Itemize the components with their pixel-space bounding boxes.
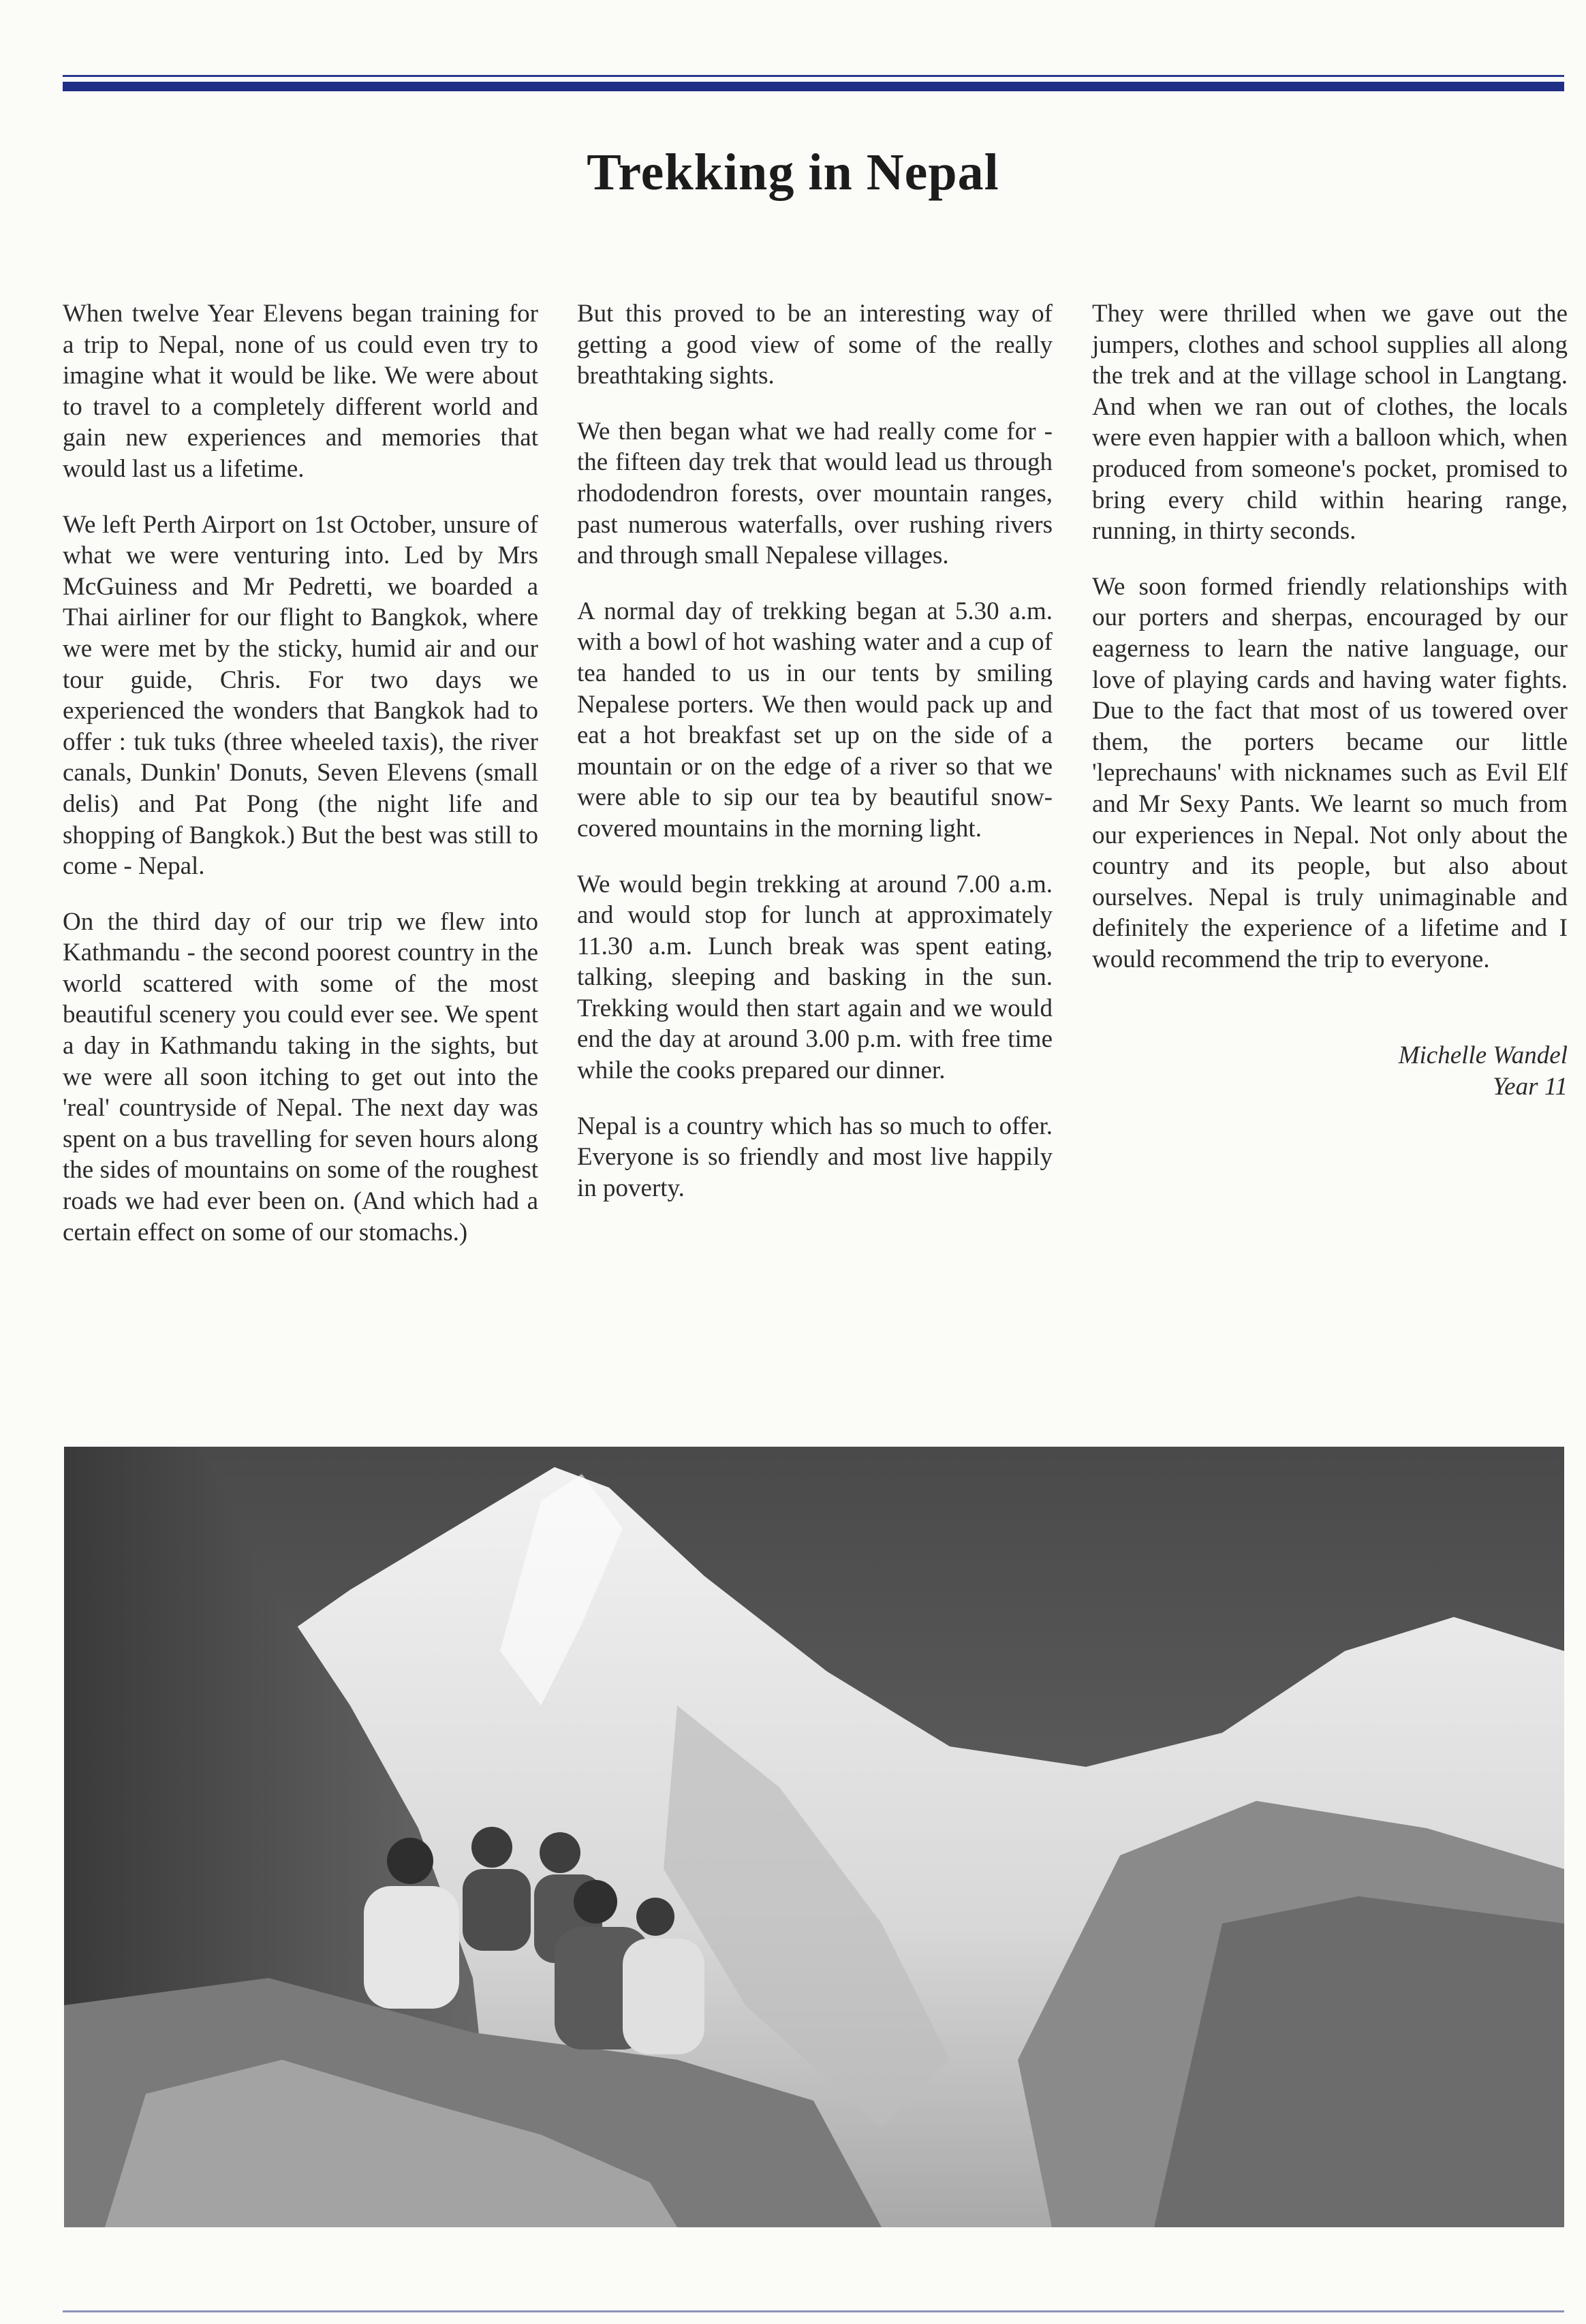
- paragraph: On the third day of our trip we flew into Kathmandu - the second poorest country in the world scattered with some of the most beautiful scenery you could ever see. We spent a day in Kathmandu taking in the sights, but we were all soon itching to get out into the 'real' countryside of Nepal. The next day was spent on a bus travelling for seven hours along the sides of mountains on some of the roughest roads we had ever been on. (And which had a certain effect on some of our stomachs.): [63, 907, 538, 1246]
- paragraph: We left Perth Airport on 1st October, unsure of what we were venturing into. Led by Mrs McGuiness and Mr Pedretti, we boarded a Thai airliner for our flight to Bangkok, where we were met by the sticky, humid air and our tour guide, Chris. For two days we experienced the wonders that Bangkok had to offer : tuk tuks (three wheeled taxis), the river canals, Dunkin' Donuts, Seven Elevens (small delis) and Pat Pong (the night life and shopping of Bangkok.) But the best was still to come - Nepal.: [63, 510, 538, 881]
- article-column-3: [1092, 298, 1568, 1103]
- author-signature: [1092, 1040, 1568, 1102]
- article-column-1: [63, 298, 538, 1272]
- footer-rule: [63, 2310, 1564, 2312]
- author-name: Michelle Wandel: [1398, 1041, 1568, 1070]
- paragraph: They were thrilled when we gave out the jumpers, clothes and school supplies all along the trek and at the village school in Langtang. And when we ran out of clothes, the locals were even happier with a balloon which, when produced from someone's pocket, promised to bring every child within hearing range, running, in thirty seconds.: [1092, 300, 1568, 546]
- header-rule-thin: [63, 75, 1564, 77]
- header-rule-thick: [63, 82, 1564, 91]
- mountain-group-photo: [64, 1447, 1564, 2227]
- paragraph: We then began what we had really come for - the fifteen day trek that would lead us through rhododendron forests, over mountain ranges, past numerous waterfalls, over rushing rivers and through small Nepalese villages.: [577, 417, 1053, 570]
- paragraph: But this proved to be an interesting way of getting a good view of some of the really breathtaking sights.: [577, 300, 1053, 390]
- author-year: Year 11: [1492, 1073, 1568, 1101]
- paragraph: We soon formed friendly relationships with our porters and sherpas, encouraged by our eagerness to learn the native language, our love of playing cards and having water fights. Due to the fact that most of us towered over them, the porters became our little 'leprechauns' with nicknames such as Evil Elf and Mr Sexy Pants. We learnt so much from our experiences in Nepal. Not only about the country and its people, but also about ourselves. Nepal is truly unimaginable and definitely the experience of a lifetime and I would recommend the trip to everyone.: [1092, 572, 1568, 973]
- photo-illustration: [64, 1447, 1564, 2227]
- paragraph: When twelve Year Elevens began training for a trip to Nepal, none of us could even try to imagine what it would be like. We were about to travel to a completely different world and gain new experiences and memories that would last us a lifetime.: [63, 300, 538, 483]
- paragraph: A normal day of trekking began at 5.30 a.m. with a bowl of hot washing water and a cup of tea handed to us in our tents by smiling Nepalese porters. We then would pack up and eat a hot breakfast set up on the side of a mountain or on the edge of a river so that we were able to sip our tea by beautiful snow-covered mountains in the morning light.: [577, 597, 1053, 843]
- paragraph: Nepal is a country which has so much to offer. Everyone is so friendly and most live happily in poverty.: [577, 1112, 1053, 1202]
- paragraph: We would begin trekking at around 7.00 a.m. and would stop for lunch at approximately 11.30 a.m. Lunch break was spent eating, talking, sleeping and basking in the sun. Trekking would then start again and we would end the day at around 3.00 p.m. with free time while the cooks prepared our dinner.: [577, 870, 1053, 1085]
- article-title: Trekking in Nepal: [587, 144, 999, 201]
- article-column-2: [577, 298, 1053, 1228]
